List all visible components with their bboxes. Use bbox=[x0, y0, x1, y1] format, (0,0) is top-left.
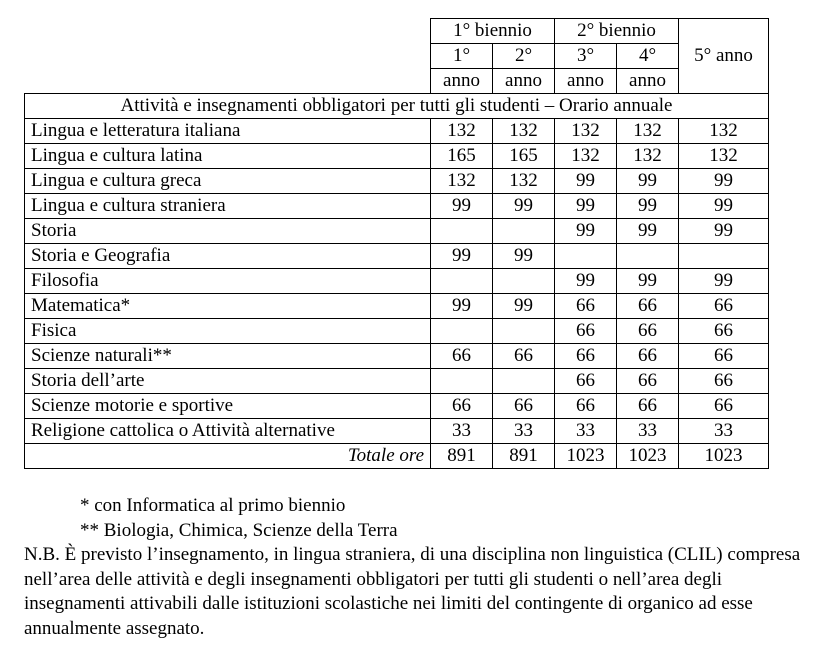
value-cell: 66 bbox=[617, 369, 679, 394]
value-cell: 66 bbox=[679, 344, 769, 369]
value-cell bbox=[493, 269, 555, 294]
value-cell bbox=[431, 269, 493, 294]
header-col-1-anno: anno bbox=[431, 69, 493, 94]
header-col-2: 2° bbox=[493, 44, 555, 69]
value-cell bbox=[679, 244, 769, 269]
table-row bbox=[25, 244, 769, 269]
table-row bbox=[25, 169, 769, 194]
value-cell: 66 bbox=[617, 344, 679, 369]
footnote-informatica: * con Informatica al primo biennio bbox=[80, 495, 346, 516]
value-cell: 132 bbox=[555, 144, 617, 169]
table-row bbox=[25, 294, 769, 319]
value-cell: 66 bbox=[555, 294, 617, 319]
subject-cell: Scienze naturali** bbox=[25, 344, 431, 369]
value-cell bbox=[493, 219, 555, 244]
header-col-1: 1° bbox=[431, 44, 493, 69]
header-col-2-anno: anno bbox=[493, 69, 555, 94]
value-cell: 66 bbox=[679, 394, 769, 419]
total-value-cell: 1023 bbox=[617, 444, 679, 469]
footnote-scienze: ** Biologia, Chimica, Scienze della Terra bbox=[80, 519, 398, 541]
value-cell: 99 bbox=[679, 269, 769, 294]
value-cell: 33 bbox=[555, 419, 617, 444]
value-cell: 66 bbox=[679, 294, 769, 319]
value-cell: 66 bbox=[555, 319, 617, 344]
total-value-cell: 1023 bbox=[555, 444, 617, 469]
total-value-cell: 891 bbox=[431, 444, 493, 469]
value-cell: 165 bbox=[431, 144, 493, 169]
value-cell: 99 bbox=[555, 219, 617, 244]
subject-cell: Lingua e letteratura italiana bbox=[25, 119, 431, 144]
value-cell: 33 bbox=[431, 419, 493, 444]
subject-cell: Lingua e cultura straniera bbox=[25, 194, 431, 219]
value-cell: 99 bbox=[493, 194, 555, 219]
subject-cell: Filosofia bbox=[25, 269, 431, 294]
value-cell: 99 bbox=[555, 269, 617, 294]
value-cell: 33 bbox=[617, 419, 679, 444]
value-cell: 99 bbox=[617, 219, 679, 244]
subject-cell: Matematica* bbox=[25, 294, 431, 319]
value-cell: 132 bbox=[431, 119, 493, 144]
value-cell: 132 bbox=[617, 144, 679, 169]
section-title-row bbox=[25, 94, 769, 119]
value-cell: 132 bbox=[679, 144, 769, 169]
value-cell: 66 bbox=[555, 394, 617, 419]
header-col-3: 3° bbox=[555, 44, 617, 69]
table-row bbox=[25, 419, 769, 444]
total-value-cell: 1023 bbox=[679, 444, 769, 469]
value-cell: 99 bbox=[555, 169, 617, 194]
value-cell: 132 bbox=[617, 119, 679, 144]
value-cell: 66 bbox=[679, 369, 769, 394]
value-cell: 165 bbox=[493, 144, 555, 169]
value-cell: 99 bbox=[431, 244, 493, 269]
value-cell bbox=[617, 244, 679, 269]
value-cell: 66 bbox=[493, 394, 555, 419]
nb-paragraph: N.B. È previsto l’insegnamento, in lingua straniera, di una disciplina non linguistica (CLIL) compresa nell’area delle attività e degli insegnamenti obbligatori per tutti gli studenti o nell’area degli insegnamenti attivabili dalle istituzioni scolastiche nei limiti del contingente di organico ad esse annualmente assegnato. bbox=[24, 544, 801, 639]
value-cell bbox=[555, 244, 617, 269]
value-cell: 99 bbox=[679, 219, 769, 244]
value-cell: 33 bbox=[679, 419, 769, 444]
header-row-groups bbox=[25, 19, 769, 44]
header-group-1-biennio: 1° biennio bbox=[431, 19, 555, 44]
value-cell: 66 bbox=[555, 344, 617, 369]
table-row bbox=[25, 369, 769, 394]
header-blank-cell bbox=[25, 19, 431, 94]
value-cell: 66 bbox=[617, 319, 679, 344]
value-cell: 132 bbox=[493, 119, 555, 144]
value-cell bbox=[493, 319, 555, 344]
table-row bbox=[25, 194, 769, 219]
value-cell bbox=[431, 219, 493, 244]
value-cell: 66 bbox=[617, 394, 679, 419]
value-cell: 66 bbox=[493, 344, 555, 369]
table-row bbox=[25, 119, 769, 144]
value-cell: 66 bbox=[431, 394, 493, 419]
subject-cell: Lingua e cultura latina bbox=[25, 144, 431, 169]
value-cell: 99 bbox=[431, 294, 493, 319]
value-cell bbox=[431, 319, 493, 344]
value-cell: 99 bbox=[555, 194, 617, 219]
subject-cell: Religione cattolica o Attività alternative bbox=[25, 419, 431, 444]
subject-cell: Lingua e cultura greca bbox=[25, 169, 431, 194]
value-cell: 33 bbox=[493, 419, 555, 444]
value-cell: 99 bbox=[493, 244, 555, 269]
value-cell bbox=[431, 369, 493, 394]
timetable bbox=[24, 18, 769, 469]
total-label: Totale ore bbox=[25, 444, 431, 469]
footnotes bbox=[24, 494, 814, 641]
value-cell: 99 bbox=[493, 294, 555, 319]
total-row bbox=[25, 444, 769, 469]
header-group-2-biennio: 2° biennio bbox=[555, 19, 679, 44]
table-row bbox=[25, 319, 769, 344]
subject-cell: Storia dell’arte bbox=[25, 369, 431, 394]
header-col-4-anno: anno bbox=[617, 69, 679, 94]
section-title: Attività e insegnamenti obbligatori per tutti gli studenti – Orario annuale bbox=[25, 94, 769, 119]
header-col-3-anno: anno bbox=[555, 69, 617, 94]
value-cell: 66 bbox=[679, 319, 769, 344]
value-cell: 99 bbox=[431, 194, 493, 219]
value-cell: 132 bbox=[679, 119, 769, 144]
table-row bbox=[25, 144, 769, 169]
subject-cell: Storia e Geografia bbox=[25, 244, 431, 269]
table-row bbox=[25, 219, 769, 244]
table-row bbox=[25, 269, 769, 294]
value-cell: 66 bbox=[431, 344, 493, 369]
table-row bbox=[25, 394, 769, 419]
value-cell: 66 bbox=[617, 294, 679, 319]
value-cell: 99 bbox=[679, 194, 769, 219]
value-cell: 99 bbox=[617, 194, 679, 219]
total-value-cell: 891 bbox=[493, 444, 555, 469]
value-cell: 99 bbox=[617, 269, 679, 294]
table-row bbox=[25, 344, 769, 369]
subject-cell: Fisica bbox=[25, 319, 431, 344]
subject-cell: Storia bbox=[25, 219, 431, 244]
header-col-4: 4° bbox=[617, 44, 679, 69]
value-cell: 132 bbox=[431, 169, 493, 194]
value-cell: 132 bbox=[493, 169, 555, 194]
subject-cell: Scienze motorie e sportive bbox=[25, 394, 431, 419]
value-cell: 132 bbox=[555, 119, 617, 144]
value-cell: 66 bbox=[555, 369, 617, 394]
value-cell: 99 bbox=[617, 169, 679, 194]
header-col-5-anno: 5° anno bbox=[679, 19, 769, 94]
value-cell bbox=[493, 369, 555, 394]
value-cell: 99 bbox=[679, 169, 769, 194]
